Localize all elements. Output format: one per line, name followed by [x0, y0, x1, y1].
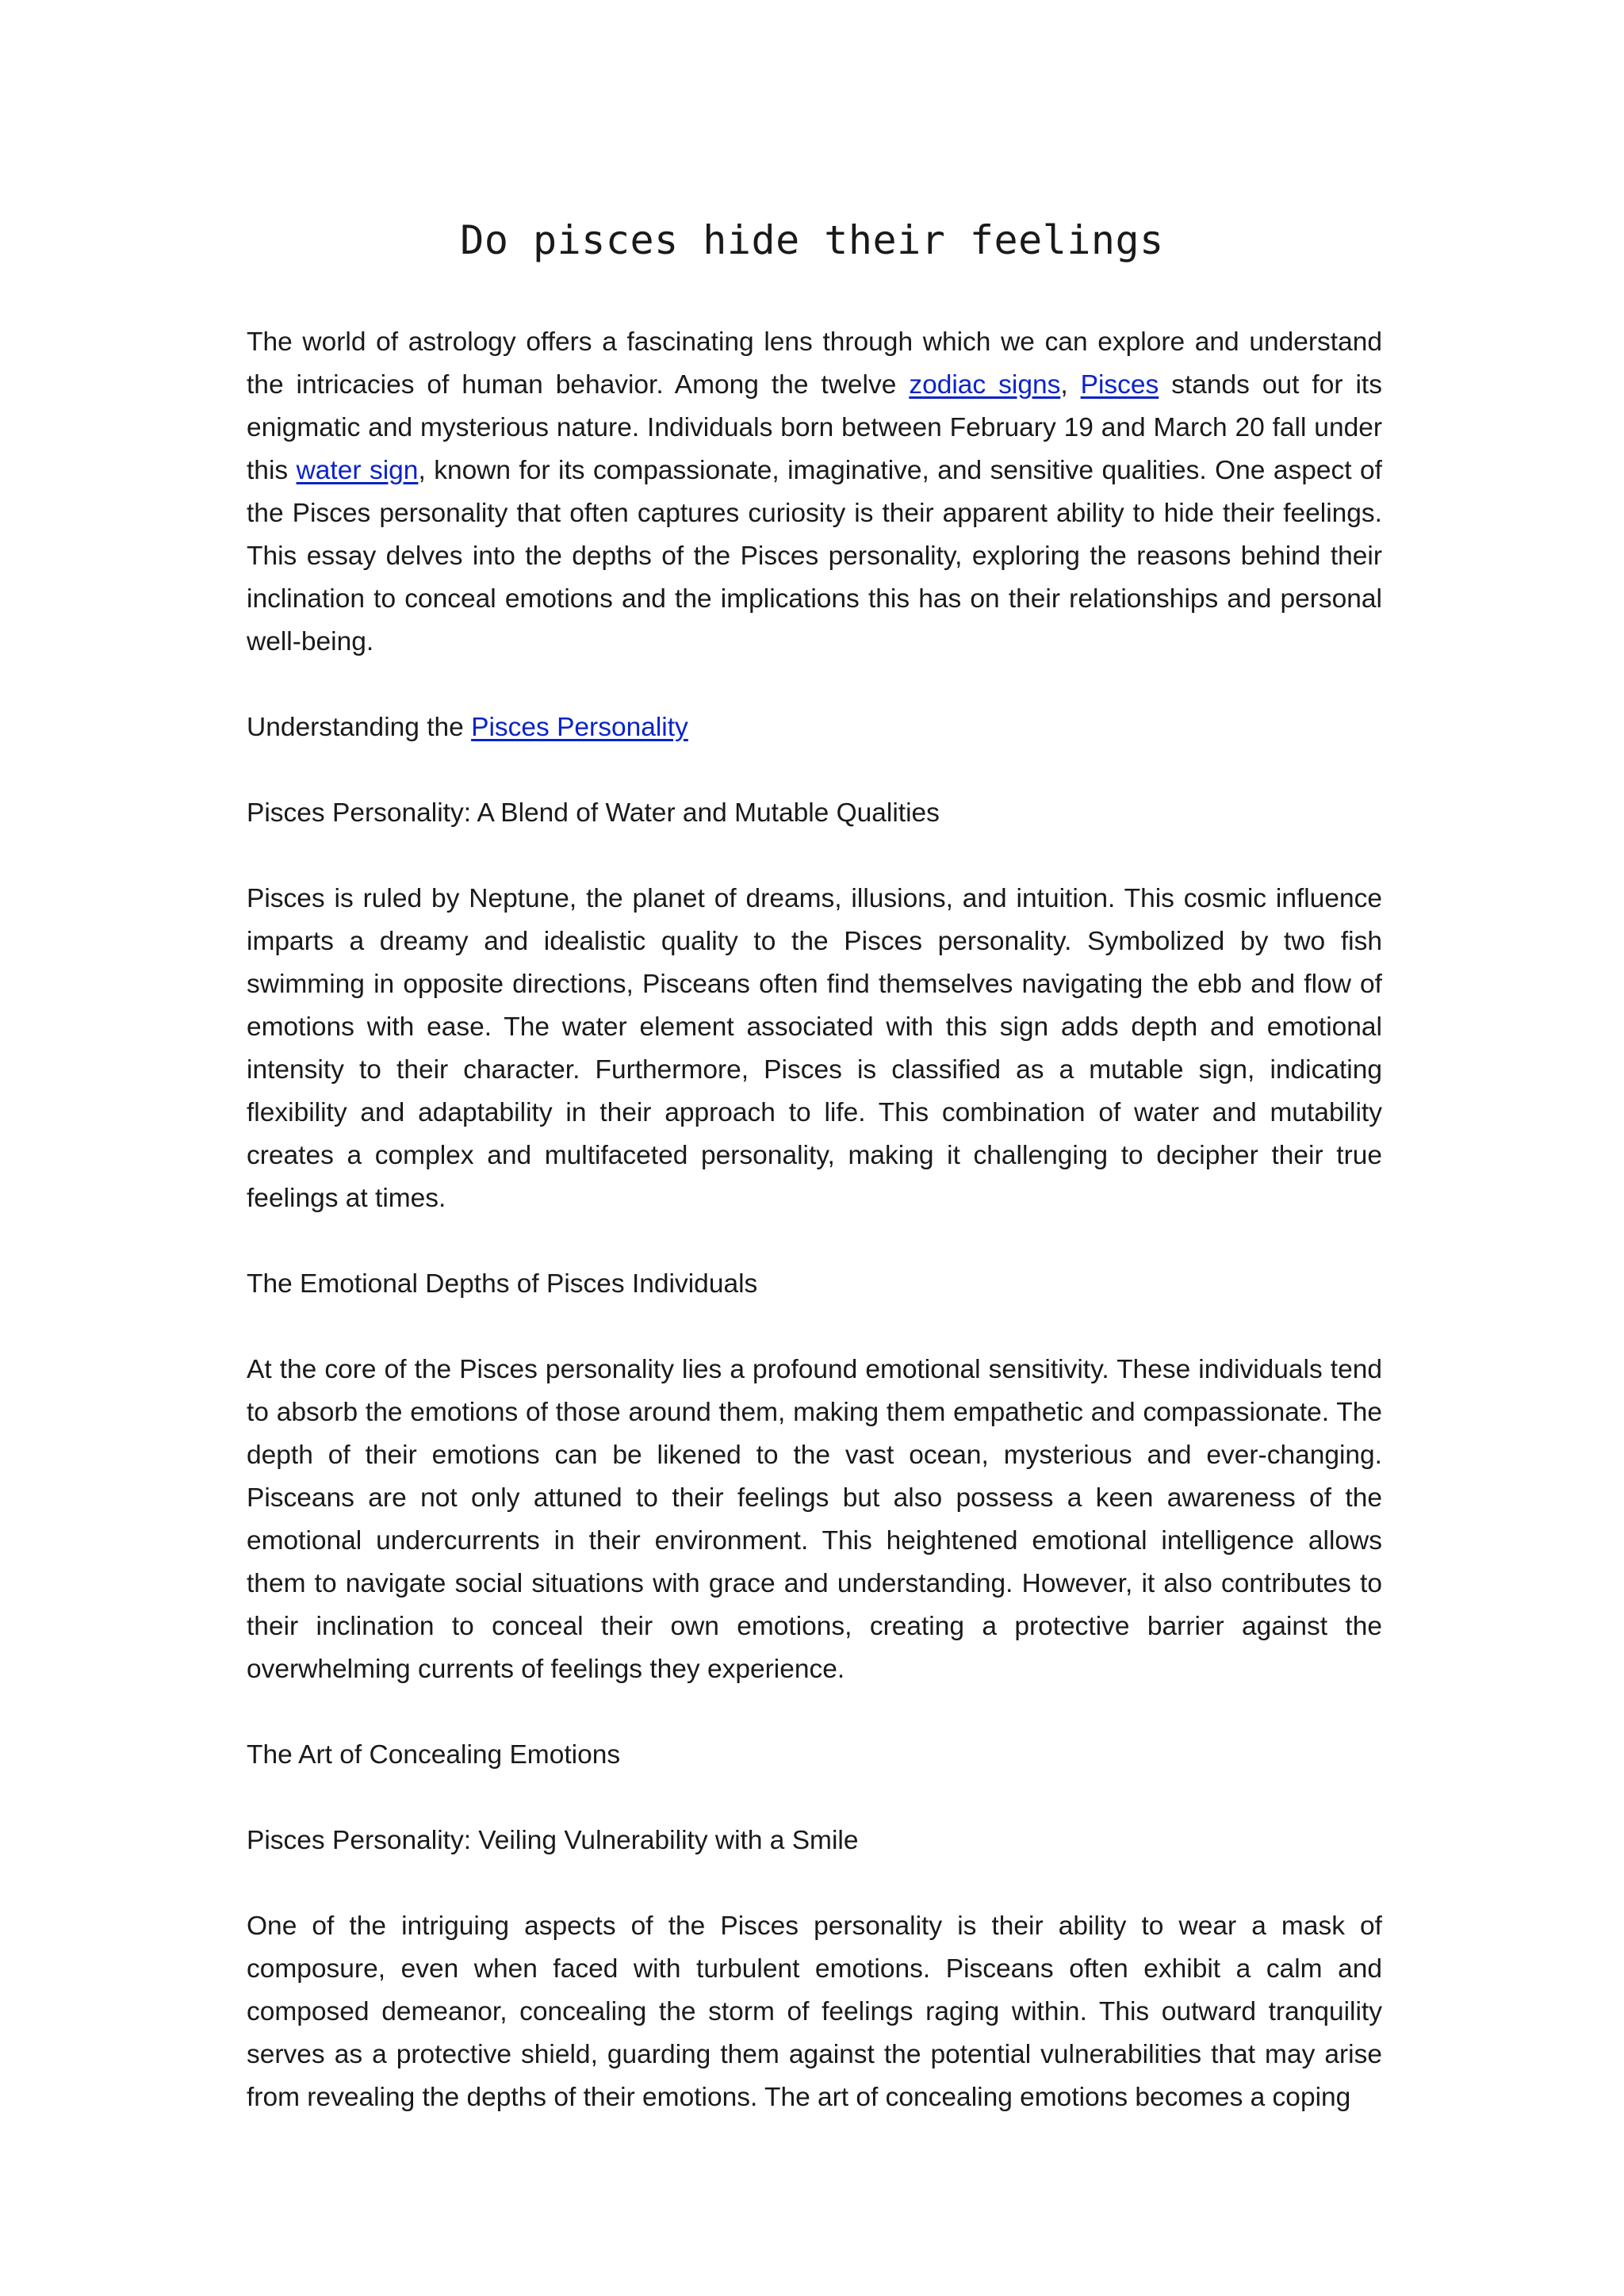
section-heading-understanding	[247, 706, 1382, 749]
intro-paragraph	[247, 321, 1382, 664]
paragraph-emotional-sensitivity: At the core of the Pisces personality lies a profound emotional sensitivity. These individuals tend to absorb the emotions of those around them, making them empathetic and compassionate. The depth of their emotions can be likened to the vast ocean, mysterious and ever-changing. Pisceans are not only attuned to their feelings but also possess a keen awareness of the emotional undercurrents in their environment. This heightened emotional intelligence allows them to navigate social situations with grace and understanding. However, it also contributes to their inclination to conceal their own emotions, creating a protective barrier against the overwhelming currents of feelings they experience.	[247, 1355, 1382, 1684]
water-sign-link[interactable]: water sign	[296, 456, 419, 485]
pisces-link[interactable]: Pisces	[1080, 370, 1159, 400]
section-heading-text: Understanding the	[247, 713, 472, 742]
subheading-blend: Pisces Personality: A Blend of Water and Mutable Qualities	[247, 798, 940, 828]
intro-text-1: The world of astrology offers a fascinating lens through which we can explore and understand the intricacies of human behavior. Among the twelve	[247, 327, 1382, 400]
subheading-emotional-depths: The Emotional Depths of Pisces Individuals	[247, 1269, 758, 1299]
paragraph-neptune: Pisces is ruled by Neptune, the planet of dreams, illusions, and intuition. This cosmic influence imparts a dreamy and idealistic quality to the Pisces personality. Symbolized by two fish swimming in opposite directions, Pisceans often find themselves navigating the ebb and flow of emotions with ease. The water element associated with this sign adds depth and emotional intensity to their character. Furthermore, Pisces is classified as a mutable sign, indicating flexibility and adaptability in their approach to life. This combination of water and mutability creates a complex and multifaceted personality, making it challenging to decipher their true feelings at times.	[247, 884, 1382, 1213]
intro-text-4: , known for its compassionate, imaginative, and sensitive qualities. One aspect of the Pisces personality that often captures curiosity is their apparent ability to hide their feelings. This essay delves into the depths of the Pisces personality, exploring the reasons behind their inclination to conceal emotions and the implications this has on their relationships and personal well-being.	[247, 456, 1382, 656]
intro-text-2: ,	[1060, 370, 1081, 400]
intro-text-3: stands out for its enigmatic and mysterious nature. Individuals born between February 19 and March 20 fall under this	[247, 370, 1382, 485]
subheading-veiling-vulnerability: Pisces Personality: Veiling Vulnerability with a Smile	[247, 1826, 859, 1855]
page-title: Do pisces hide their feelings	[460, 217, 1164, 263]
paragraph-mask-of-composure: One of the intriguing aspects of the Pisces personality is their ability to wear a mask of composure, even when faced with turbulent emotions. Pisceans often exhibit a calm and composed demeanor, concealing the storm of feelings raging within. This outward tranquility serves as a protective shield, guarding them against the potential vulnerabilities that may arise from revealing the depths of their emotions. The art of concealing emotions becomes a coping	[247, 1911, 1382, 2112]
zodiac-signs-link[interactable]: zodiac signs	[909, 370, 1061, 400]
subheading-art-of-concealing: The Art of Concealing Emotions	[247, 1740, 621, 1770]
document-body	[247, 321, 1382, 2119]
pisces-personality-link[interactable]: Pisces Personality	[471, 713, 688, 742]
